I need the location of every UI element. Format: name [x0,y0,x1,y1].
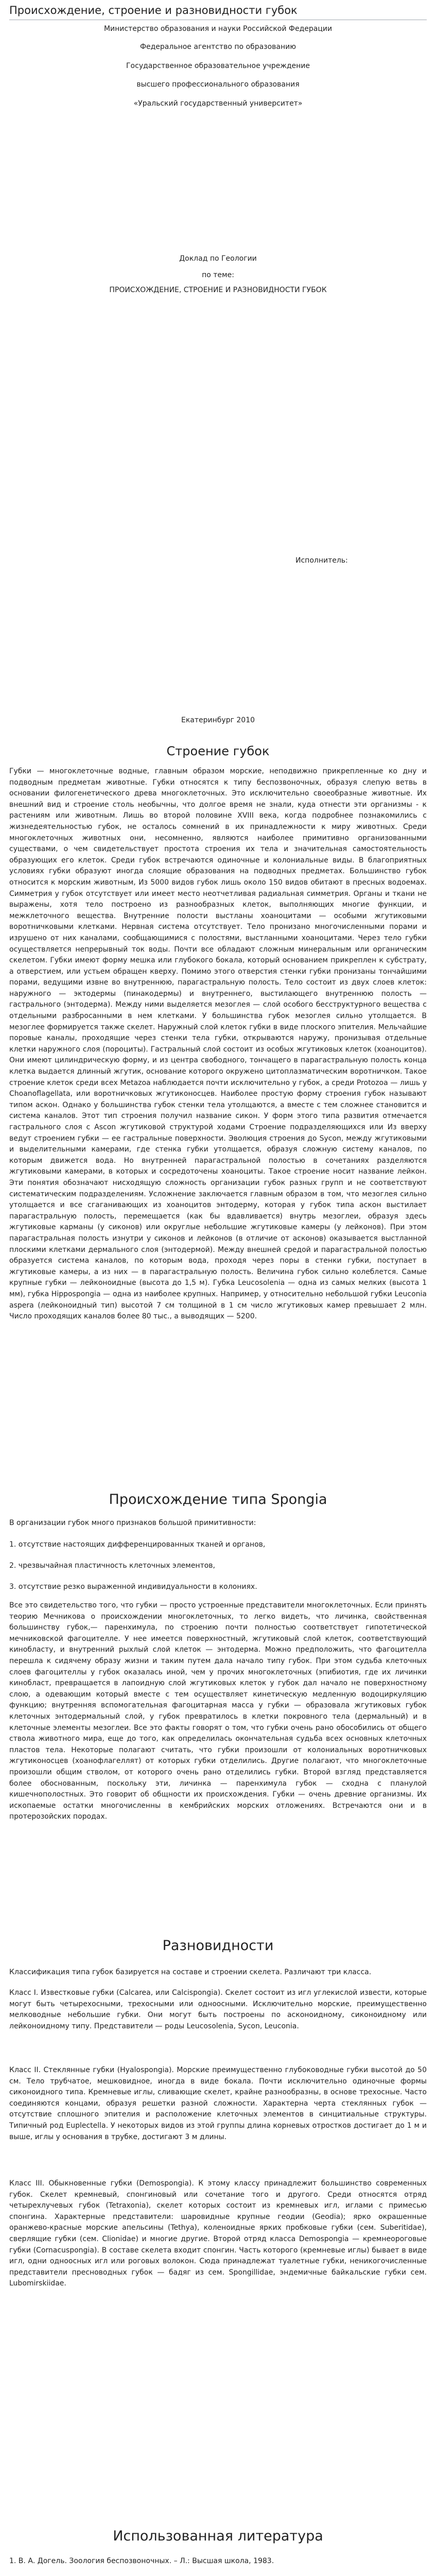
header-ministry: Министерство образования и науки Российской Федерации [103,25,333,33]
origin-list-item: 1. отсутствие настоящих дифференцированных тканей и органов, [9,1540,266,1549]
origin-intro: В организации губок много признаков большой примитивности: [9,1519,256,1527]
topic-title: ПРОИСХОЖДЕНИЕ, СТРОЕНИЕ И РАЗНОВИДНОСТИ ГУБОК [109,286,327,294]
varieties-paragraph: Класс I. Известковые губки (Calcarea, или Calcispongia). Скелет состоит из игл углекислой извести, которые могут быть четырехосными, трехосными или одноосными. Исключительно морские, преимущественно мелководные небольшие губки. Они могут быть построены по асконоидному, сиконоидному или лейконоидному типу. Представители — роды Leucosolenia, Sycon, Leuconia. [9,1989,427,2030]
topic-label: по теме: [202,271,234,279]
page-title: Происхождение, строение и разновидности губок [9,4,298,16]
literature-item: 1. В. А. Догель. Зоология беспозвоночных. – Л.: Высшая школа, 1983. [9,2557,274,2565]
header-agency: Федеральное агентство по образованию [139,43,297,51]
varieties-paragraph: Класс II. Стеклянные губки (Hyalospongia). Морские преимущественно глубоководные губки высотой до 50 см. Тело трубчатое, мешковидное, иногда в виде бокала. Почти исключительно одиночные формы сиконоидного типа. Кремневые иглы, сливающие скелет, крайне разнообразны, в основе трехосные. Часто соединяются концами, образуя решетки разной сложности. Характерна черта стеклянных губок — отсутствие сплошного эпителия и расположение клеточных элементов в синцитиальные структуры. Типичный род Euplectella. У некоторых видов из этой группы длина корневых отростков достигает до 1 м и выше, иглы у основания в трубке, достигают 3 м длины. [9,2066,427,2141]
report-line: Доклад по Геологии [179,255,257,263]
structure-paragraph: Губки — многоклеточные водные, главным образом морские, неподвижно прикрепленные ко дну и подводным предметам животные. Губки относятся к типу беспозвоночных, образуя слепую ветвь в основании филогенетического древа многоклеточных. Это исключительно своеобразные животные. Их внешний вид и строение столь необычны, что долгое время не знали, куда отнести эти организмы - к растениям или животным. Лишь во второй половине XVIII века, когда подробнее познакомились с жизнедеятельностью губок, не осталось сомнений в их принадлежности к миру животных. Среди многоклеточных животных они, несомненно, являются наиболее примитивно организованными существами, о чем свидетельствует простота строения их тела и значительная самостоятельность образующих его клеток. Среди губок встречаются одиночные и колониальные виды. В благоприятных условиях губки образуют иногда слоящие образования на подводных предметах. Большинство губок относится к морским животным, Из 5000 видов губок лишь около 150 видов обитают в пресных водоемах. Симметрия у губок отсутствует или имеет место неотчетливая радиальная симметрия. Органы и ткани не выражены, хотя тело построено из разнообразных клеток, выполняющих многие функции, и межклеточного вещества. Внутренние полости выстланы хоаноцитами — особыми жгутиковыми воротничковыми клетками. Нервная система отсутствует. Тело пронизано многочисленными порами и изрушено от них каналами, сообщающимися с полостями, выстланными хоаноцитами. Через тело губки осуществляется непрерывный ток воды. Почти все обладают сложным минеральным или органическим скелетом. Губки имеют форму мешка или глубокого бокала, который основанием прикреплен к субстрату, а отверстием, или устьем обращен кверху. Помимо этого отверстия стенки губки пронизаны тончайшими порами, ведущими извне во внутреннюю, парагастральную полость. Тело состоит из двух слоев клеток: наружного — эктодермы (пинакодермы) и внутреннего, выстилающего внутреннюю полость — гастрального (энтодерма). Между ними выделяется мезоглея — слой особого бесструктурного вещества с отдельными разбросанными в нем клетками. У большинства губок мезоглея сильно утолщается. В мезоглее формируется также скелет. Наружный слой клеток губки в виде плоского эпителия. Мельчайшие поровые каналы, проходящие через стенки тела губки, открываются наружу, пронизывая отдельные клетки наружного слоя (пороциты). Гастральный слой состоит из особых жгутиковых клеток (хоаноцитов). Они имеют цилиндрическую форму, и из центра свободного, тончащего в парагастральную полость конца клетка выдается длинный жгутик, основание которого окружено цитоплазматическим воротничком. Такое строение клеток среди всех Metazoa наблюдается почти исключительно у губок, а среди Protozoa — лишь у Choanoflagellata, или воротничковых жгутиконосцев. Наиболее простую форму строения губок называют типом аскон. Однако у большинства губок стенки тела утолщаются, а вместе с тем сложнее становится и система каналов. Этот тип строения получил название сикон. У форм этого типа развития отмечается гастрального слоя с Ascon жгутиковой структурой ходами Строение подразделяющихся или Из вверху ведут строением губки — ее гастральные поверхности. Эволюция строения до Sycon, между жгутиковыми и выделительными камерами, где стенка губки утолщается, образуя сложную систему каналов, по которым движется вода. Но внутренней парагастральной полостью в сочетаниях разделяются жгутиковыми камерами, в которых и сосредоточены хоаноциты. Такое строение носит название лейкон. Эти понятия обозначают нисходящую сложность организации губок разных групп и не соответствуют систематическим подразделениям. Усложнение заключается главным образом в том, что мезоглея сильно утолщается и все сгаганивающих из хоаноцитов энтодерму, которая у губок типа аскон выстилает парагастральную полость, перемещается (как бы вдавливается) внутрь мезоглеи, образуя здесь жгутиковые карманы (у сиконов) или округлые небольшие жгутиковые камеры (у лейконов). При этом парагастральная полость изнутри у сиконов и лейконов (в отличие от асконов) оказывается выстланной плоскими клетками дермального слоя (энтодермой). Между внешней средой и парагастральной полостью образуется система каналов, по которым вода, проходя через поры в стенки губки, поступает в жгутиковые камеры, а из них — в парагастральную полость. Величина губок сильно колеблется. Самые крупные губки — лейконоидные (высота до 1,5 м). Губка Leucosolenia — одна из самых мелких (высота 1 мм), губка Hippospongia — одна из наиболее крупных. Например, у относительно небольшой губки Leuconia aspera (лейконоидный тип) высотой 7 см толщиной в 1 см число жгутиковых камер превышает 2 млн. Число проходящих каналов более 80 тыс., а выводящих — 5200. [9,767,427,1321]
section-heading-literature: Использованная литература [113,2528,323,2544]
header-university: «Уральский государственный университет» [133,99,303,108]
section-heading-structure: Строение губок [166,744,270,758]
section-heading-origin: Происхождение типа Spongia [109,1492,327,1507]
varieties-paragraph: Класс III. Обыкновенные губки (Demospongia). К этому классу принадлежит большинство современных губок. Скелет кремневый, спонгиновый или сочетание того и другого. Среди относятся отряд четырехлучевых губок (Tetraxonia), скелет которых состоит из кремневых игл, иглами с примесью спонгина. Характерные представители: шаровидные крупные геодии (Geodia); ярко окрашенные оранжево-красные морские апельсины (Tethya), коленоидные ярких пробковые губки (сем. Suberitidae), сверлящие губки (сем. Clionidae) и многие другие. Второй отряд класса Demospongia — кремнеороговые губки (Cornacuspongia). В составе скелета входит спонгин. Часть которого (кремневые иглы) бывает в виде игл, одни одноосных игл или роговых волокон. Сюда принадлежат туалетные губки, неникогочисленные представители пресноводных губок — бадяг из сем. Spongillidae, эндемичные байкальские губки сем. Lubomirskiidae. [9,2179,427,2288]
origin-list-item: 3. отсутствие резко выраженной индивидуальности в колониях. [9,1583,257,1591]
section-heading-varieties: Разновидности [162,1938,274,1954]
varieties-paragraph: Классификация типа губок базируется на составе и строении скелета. Различают три класса. [9,1968,372,1976]
city-year: Екатеринбург 2010 [181,716,255,724]
performer-label: Исполнитель: [295,556,348,565]
header-education: высшего профессионального образования [136,80,300,89]
header-institution: Государственное образовательное учреждение [126,62,310,70]
origin-list-item: 2. чрезвычайная пластичность клеточных элементов, [9,1562,216,1570]
origin-paragraph: Все это свидетельство того, что губки — просто устроенные представители многоклеточных. Если принять теорию Мечникова о происхождении многоклеточных, то легко видеть, что личинка, свойственная большинству губок,— паренхимула, по строению почти полностью соответствует гипотетической мечниковской фагоцителле. У нее имеется поверхностный, жгутиковый слой клеток, соответствующий кинобласту, и внутренний рыхлый слой клеток — энтодерма. Можно предположить, что фагоцителла перешла к сидячему образу жизни и таким путем дала начало типу губок. При этом судьба клеточных слоев фагоцителлы у губок оказалась иной, чем у прочих многоклеточных (эпибиотия, где их личинки кинобласт, превращается в лапоидную слой жгутиковых клеток у губок дал начало не поверхностному слою, а одевающим который вместе с тем осуществляет кинетическую медленную водоциркуляцию функцию; внутренняя вспомогательная фагоцитарная масса у губки — образовала жгутиковых губок клеточных энтодермальный слой, у губок превратилось в клетки покровного тела (дермальный) и в клеточные элементы мезоглеи. Все это факты говорят о том, что губки очень рано обособились от общего ствола животного мира, еще до того, как определилась окончательная судьба всех основных клеточных пластов тела. Некоторые полагают считать, что губки произошли от колониальных воротничковых жгутиконосцев (хоанофлагеллят) от которых губки отделились. Другие полагают, что многоклеточные произошли общим стволом, от которого очень рано отделились губки. Второй взгляд представляется более обоснованным, поскольку эти, личинка — паренхимула губок — сходна с планулой кишечнополостных. Это говорит об общности их происхождения. Губки — очень древние организмы. Их ископаемые остатки многочисленны в кембрийских морских отложениях. Встречаются они и в протерозойских породах. [9,1601,427,1821]
